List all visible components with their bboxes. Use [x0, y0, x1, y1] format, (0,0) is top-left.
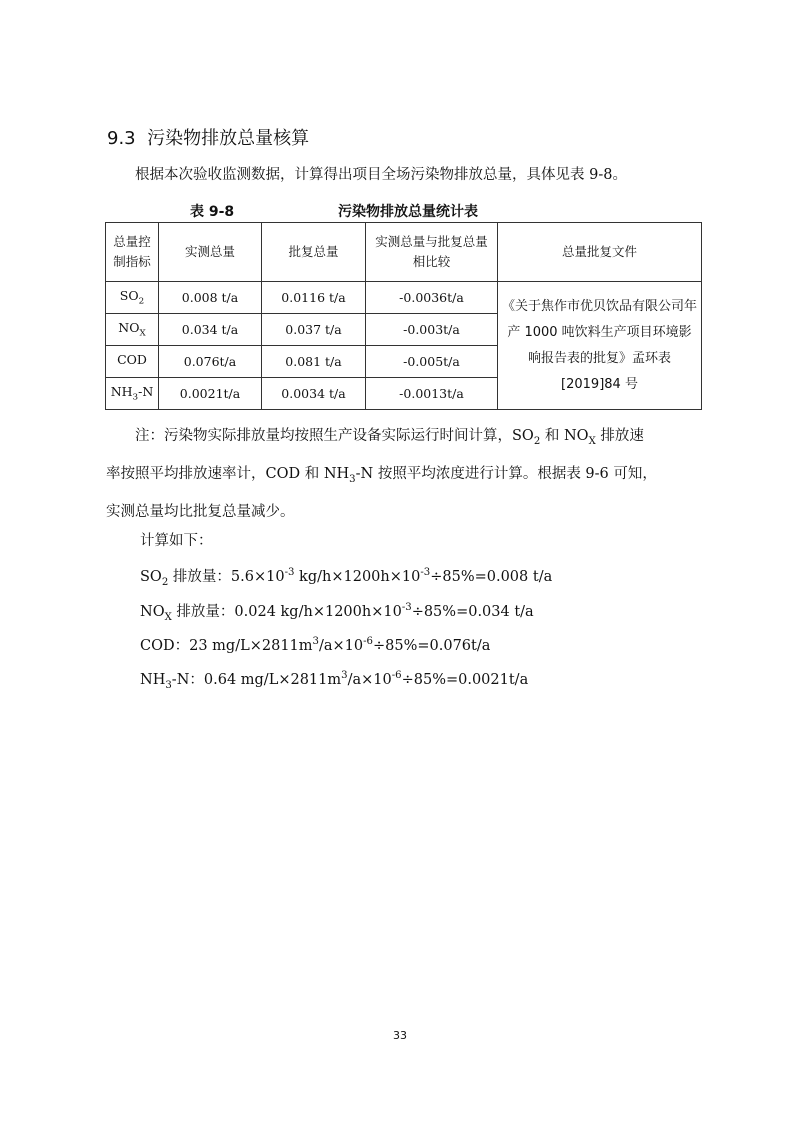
measured-cell: 0.008 t/a [159, 282, 262, 314]
measured-cell: 0.076t/a [159, 346, 262, 378]
table-caption-number: 表 9-8 [190, 204, 235, 220]
section-title: 污染物排放总量核算 [147, 128, 310, 149]
diff-cell: -0.003t/a [366, 314, 498, 346]
approved-cell: 0.0116 t/a [262, 282, 366, 314]
diff-cell: -0.0013t/a [366, 378, 498, 410]
note-line-1: 注：污染物实际排放量均按照生产设备实际运行时间计算，$SO_2$ 和 $NO_X$ 排放速 [135, 428, 644, 447]
header-approval-doc: 总量批复文件 [498, 223, 702, 282]
intro-paragraph: 根据本次验收监测数据，计算得出项目全场污染物排放总量，具体见表 9-8。 [135, 167, 627, 183]
section-number: 9.3 [107, 128, 136, 149]
approval-doc-cell: 《关于焦作市优贝饮品有限公司年产 1000 吨饮料生产项目环境影响报告表的批复》孟环表[2019]84 号 [498, 282, 702, 410]
calc-cod: COD：23 $mg/L\times 2811m^3/a\times 10^{-6}\div 85\%=0.076t/a$ [140, 636, 491, 654]
header-metric: 总量控制指标 [106, 223, 159, 282]
metric-cell: $NH_3-N$ [106, 378, 159, 410]
approved-cell: 0.0034 t/a [262, 378, 366, 410]
header-approved: 批复总量 [262, 223, 366, 282]
diff-cell: -0.0036t/a [366, 282, 498, 314]
note-line-3: 实测总量均比批复总量减少。 [106, 503, 295, 520]
approved-cell: 0.081 t/a [262, 346, 366, 378]
table-caption-title: 污染物排放总量统计表 [338, 204, 478, 220]
calc-nh3: $NH_3-N$：0.64 $mg/L\times 2811m^3/a\times 10^{-6}\div 85\%=0.0021t/a$ [140, 670, 529, 691]
calc-nox: $NO_X$ 排放量：0.024 $kg/h\times 1200h\times 10^{-3}\div 85\%=0.034$ t/a [140, 602, 534, 623]
table-row [106, 282, 702, 314]
approved-cell: 0.037 t/a [262, 314, 366, 346]
table-note [106, 420, 700, 528]
header-comparison: 实测总量与批复总量相比较 [366, 223, 498, 282]
calc-heading: 计算如下： [140, 533, 213, 549]
diff-cell: -0.005t/a [366, 346, 498, 378]
measured-cell: 0.0021t/a [159, 378, 262, 410]
section-heading [107, 124, 309, 150]
table-header-row [106, 223, 702, 282]
metric-cell: $SO_2$ [106, 282, 159, 314]
metric-cell: $NO_X$ [106, 314, 159, 346]
metric-cell: COD [106, 346, 159, 378]
note-line-2: 率按照平均排放速率计，COD 和 $NH_3-N$ 按照平均浓度进行计算。根据表 9-6 可知， [106, 465, 657, 485]
measured-cell: 0.034 t/a [159, 314, 262, 346]
emission-total-table [105, 222, 702, 410]
page-number: 33 [393, 1029, 407, 1042]
calc-so2: $SO_2$ 排放量：$5.6\times 10^{-3}$ $kg/h\times 1200h\times 10^{-3}\div 85\%=0.008$ t/a [140, 567, 553, 588]
header-measured: 实测总量 [159, 223, 262, 282]
